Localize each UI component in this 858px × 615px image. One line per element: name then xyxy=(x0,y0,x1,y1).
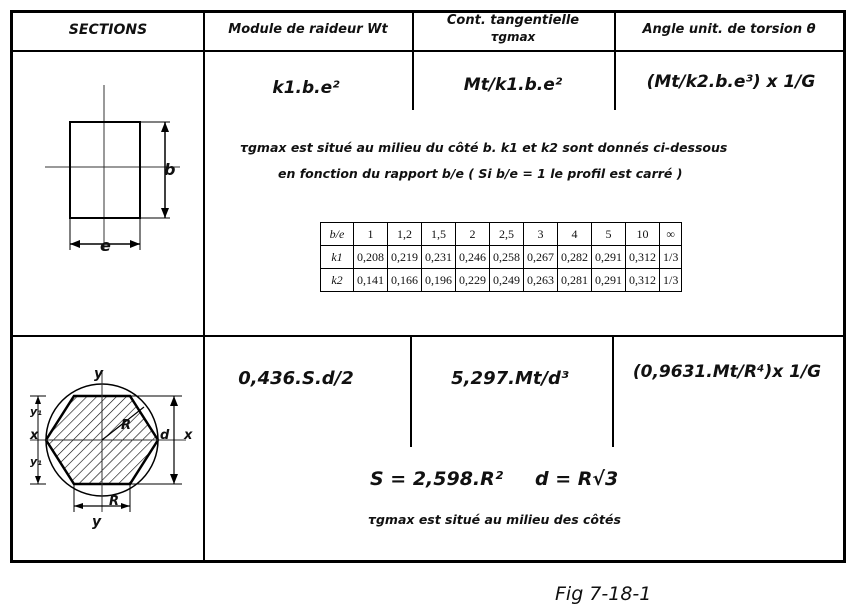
table-cell: 0,249 xyxy=(490,269,524,292)
rect-note1: est situé au milieu du côté b. k1 et k2 sont donnés ci-dessous xyxy=(290,140,728,155)
table-cell: 0,258 xyxy=(490,246,524,269)
table-cell: 0,231 xyxy=(422,246,456,269)
table-row xyxy=(321,246,682,269)
table-row xyxy=(321,223,682,246)
table-cell: 3 xyxy=(524,223,558,246)
dim-e: e xyxy=(100,236,111,255)
header-angle: Angle unit. de torsion θ xyxy=(642,22,816,37)
table-cell: 1/3 xyxy=(660,269,682,292)
hex-note-line xyxy=(368,512,621,527)
table-cell: 2 xyxy=(456,223,490,246)
rect-tau: Mt/k1.b.e² xyxy=(463,75,563,95)
table-cell: 0,312 xyxy=(626,269,660,292)
hex-formula-s: S = 2,598.R² xyxy=(370,468,504,490)
table-cell: 2,5 xyxy=(490,223,524,246)
table-cell: 1,2 xyxy=(388,223,422,246)
label-R-bottom: R xyxy=(109,494,120,509)
header-cont-line2: τgmax xyxy=(490,30,536,44)
hex-note: est situé au milieu des côtés xyxy=(418,512,621,527)
table-cell: 1 xyxy=(354,223,388,246)
table-cell: 0,246 xyxy=(456,246,490,269)
dim-b: b xyxy=(164,160,176,179)
header-sections: SECTIONS xyxy=(68,22,148,38)
label-y1-upper: y₁ xyxy=(30,405,42,418)
row-label-ratio: b/e xyxy=(321,223,354,246)
table-cell: 4 xyxy=(558,223,592,246)
k-coefficient-table xyxy=(320,222,682,292)
table-cell: 5 xyxy=(592,223,626,246)
table-cell: 0,219 xyxy=(388,246,422,269)
rect-note-tau: τgmax xyxy=(240,140,287,155)
label-x-left: x xyxy=(30,428,39,443)
rect-note-line1 xyxy=(240,140,727,155)
table-row xyxy=(321,269,682,292)
table-cell: 0,229 xyxy=(456,269,490,292)
table-cell: 0,291 xyxy=(592,246,626,269)
figure-caption: Fig 7-18-1 xyxy=(555,583,652,605)
row-label-k1: k1 xyxy=(321,246,354,269)
rect-note2: en fonction du rapport b/e ( Si b/e = 1 le profil est carré ) xyxy=(278,166,683,181)
table-cell: 0,312 xyxy=(626,246,660,269)
label-y-top: y xyxy=(94,366,104,382)
hex-tau: 5,297.Mt/d³ xyxy=(451,368,569,389)
rect-wt: k1.b.e² xyxy=(272,78,340,98)
table-cell: 0,282 xyxy=(558,246,592,269)
label-R-radius: R xyxy=(121,418,132,433)
table-cell: 0,267 xyxy=(524,246,558,269)
table-cell: ∞ xyxy=(660,223,682,246)
table-cell: 0,263 xyxy=(524,269,558,292)
header-cont-line1: Cont. tangentielle xyxy=(446,13,580,28)
table-cell: 0,291 xyxy=(592,269,626,292)
hex-note-tau: τgmax xyxy=(368,512,415,527)
hex-theta: (0,9631.Mt/R⁴)x 1/G xyxy=(632,362,822,382)
label-d: d xyxy=(160,428,170,443)
rect-theta: (Mt/k2.b.e³) x 1/G xyxy=(646,72,816,92)
label-y1-lower: y₁ xyxy=(30,455,42,468)
label-x-right: x xyxy=(184,428,193,443)
table-cell: 0,141 xyxy=(354,269,388,292)
table-cell: 1/3 xyxy=(660,246,682,269)
table-cell: 0,196 xyxy=(422,269,456,292)
table-cell: 0,281 xyxy=(558,269,592,292)
table-cell: 0,166 xyxy=(388,269,422,292)
header-module: Module de raideur Wt xyxy=(228,22,388,37)
hex-formula-d: d = R√3 xyxy=(535,468,619,490)
row-label-k2: k2 xyxy=(321,269,354,292)
table-cell: 1,5 xyxy=(422,223,456,246)
hex-wt: 0,436.S.d/2 xyxy=(238,368,354,389)
table-cell: 0,208 xyxy=(354,246,388,269)
table-cell: 10 xyxy=(626,223,660,246)
label-y-bottom: y xyxy=(92,514,102,530)
